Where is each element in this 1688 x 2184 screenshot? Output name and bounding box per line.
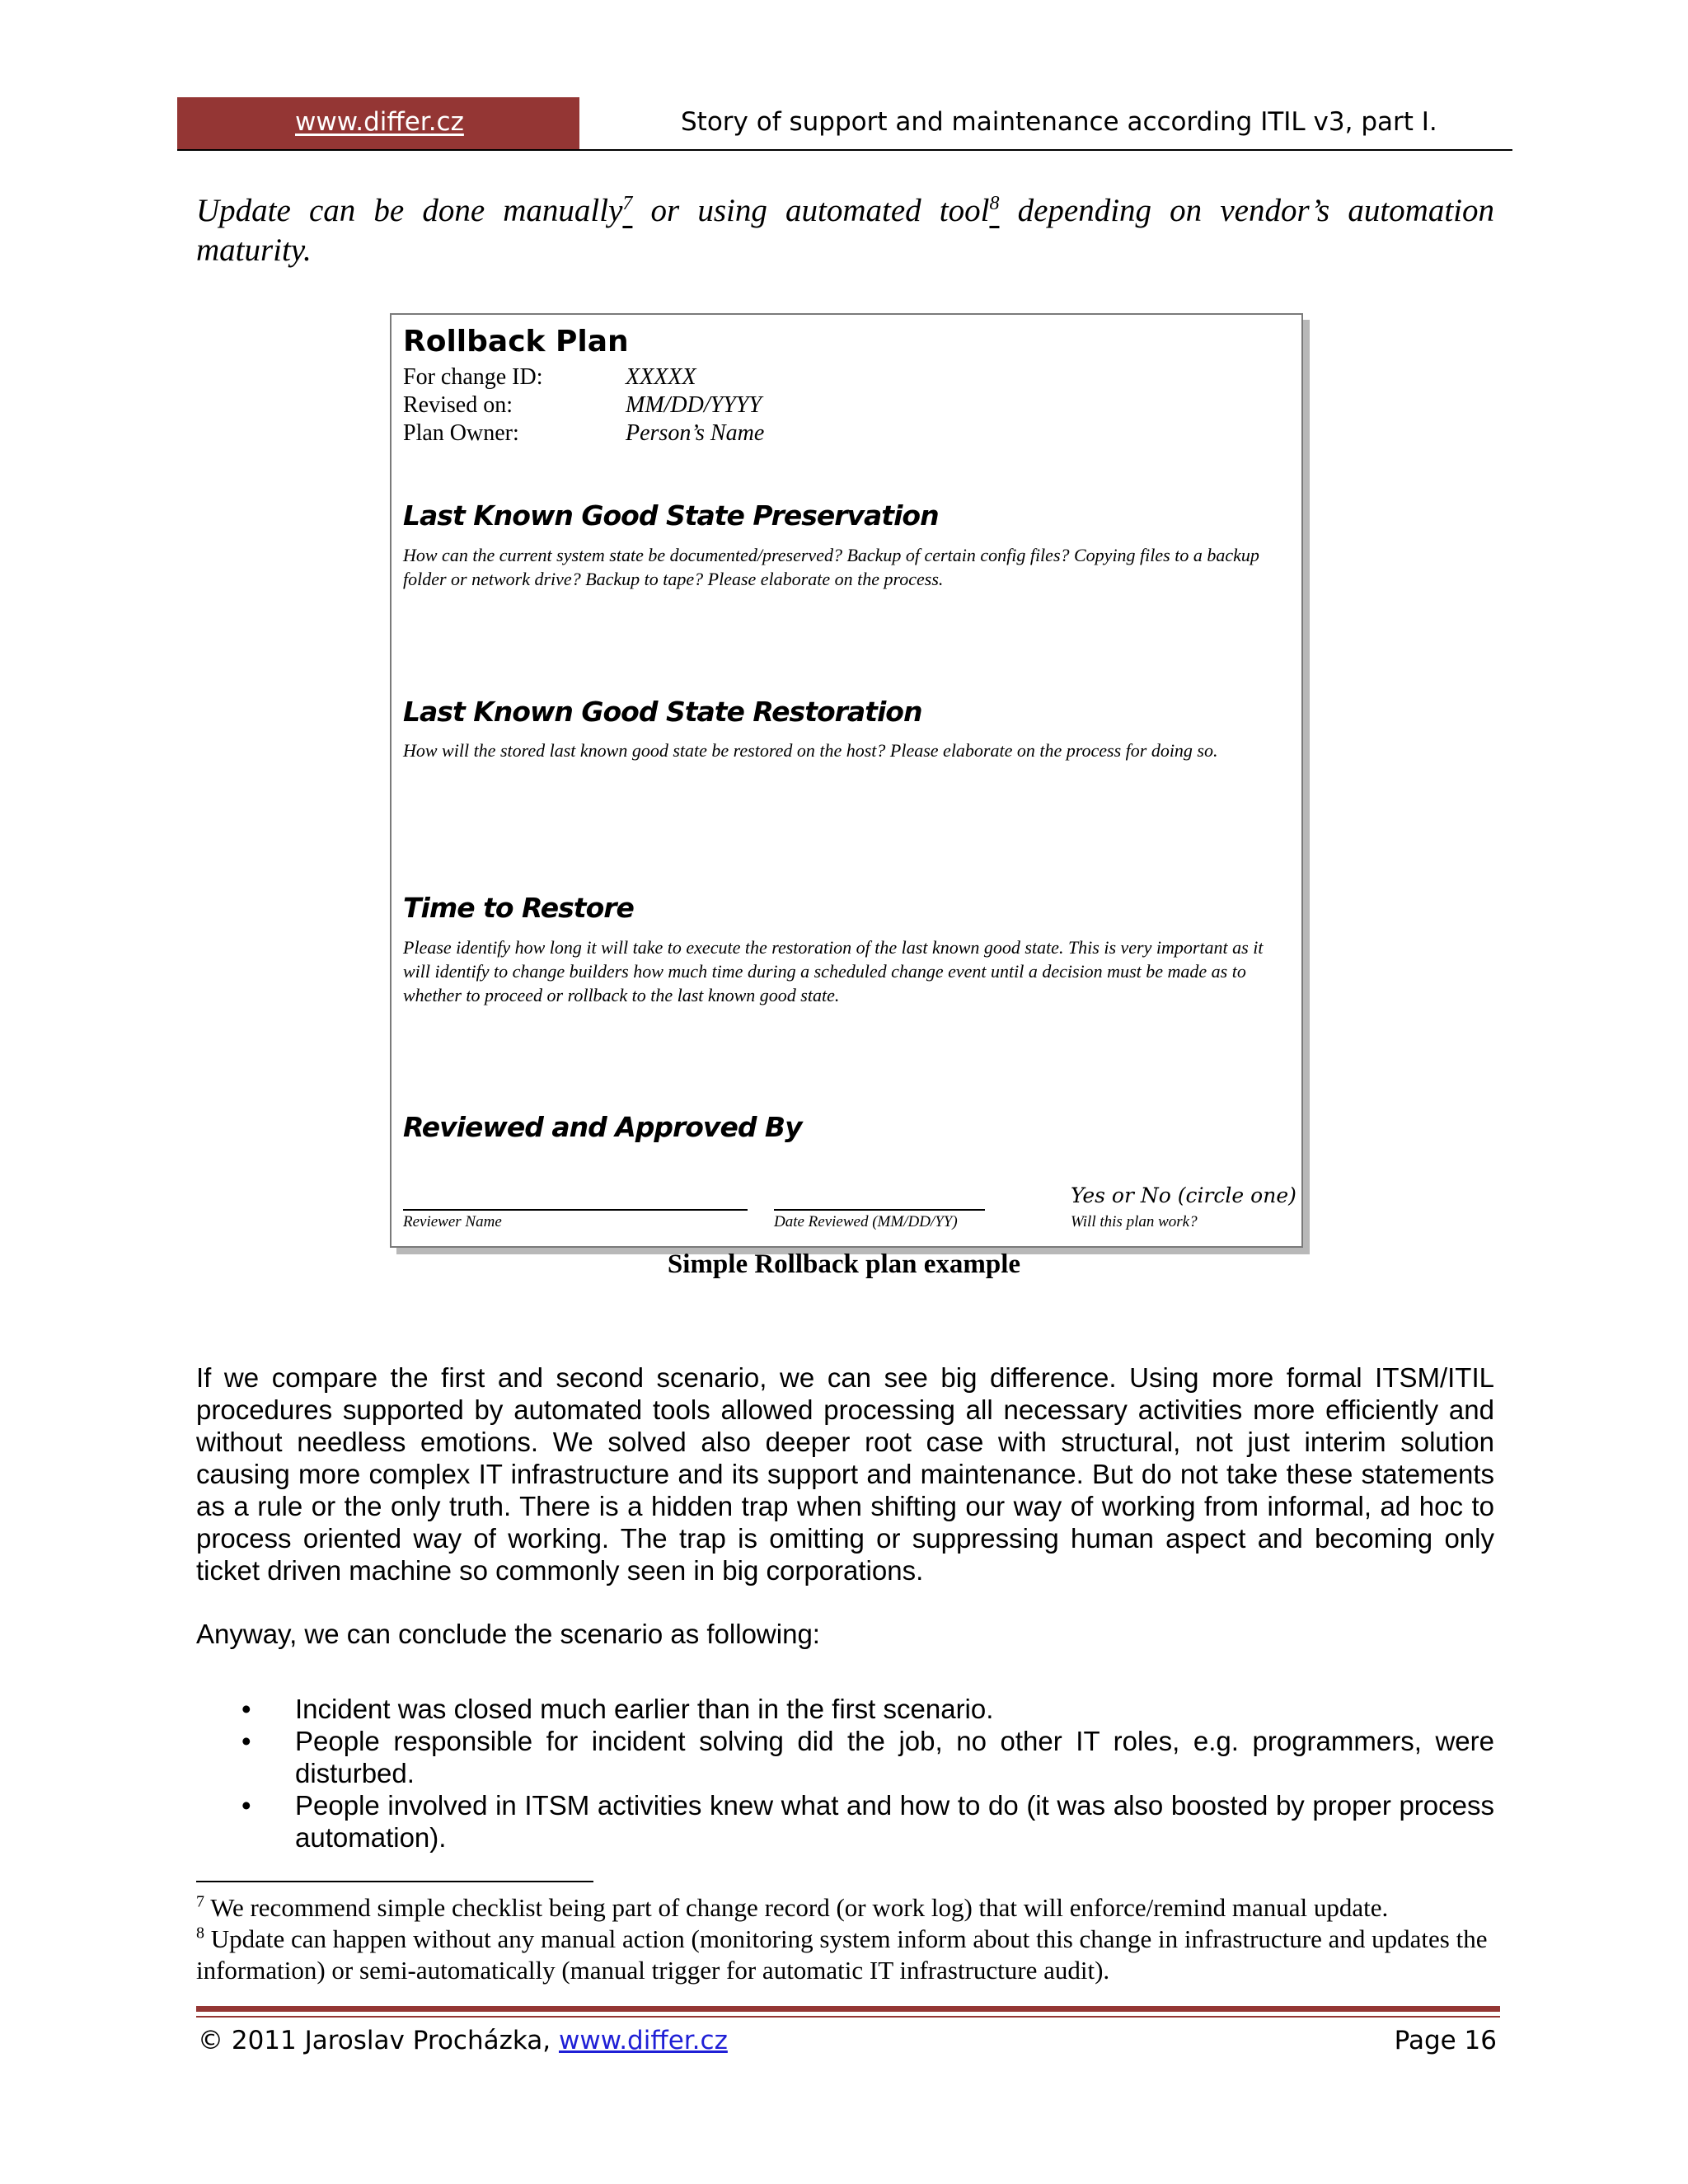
- list-item: [196, 1789, 1494, 1854]
- footnote-ref-7[interactable]: 7: [622, 193, 633, 214]
- intro-text-2: or using automated tool: [632, 193, 990, 228]
- figure-caption: Simple Rollback plan example: [667, 1249, 1021, 1279]
- intro-text-1: Update can be done manually: [196, 193, 623, 228]
- footnote-text: We recommend simple checklist being part of change record (or work log) that will enforce/remind manual update.: [204, 1893, 1389, 1922]
- footnote-text: Update can happen without any manual action (monitoring system inform about this change in infrastructure and updates the information) or semi-automatically (manual trigger for automatic IT infrastructure audit).: [196, 1924, 1488, 1985]
- list-item-text: People responsible for incident solving did the job, no other IT roles, e.g. programmers, were disturbed.: [295, 1726, 1494, 1788]
- footnote-separator: [196, 1881, 593, 1882]
- footer-rule-thin: [196, 2016, 1500, 2018]
- plan-work-question: Will this plan work?: [1071, 1213, 1198, 1230]
- meta-label: Revised on:: [403, 392, 513, 418]
- reviewer-signature-line: [403, 1209, 748, 1211]
- copyright-text: © 2011 Jaroslav Procházka,: [198, 2026, 559, 2055]
- meta-label: Plan Owner:: [403, 420, 519, 446]
- footer-site-link[interactable]: www.differ.cz: [558, 2026, 728, 2055]
- date-reviewed-label: Date Reviewed (MM/DD/YY): [774, 1213, 958, 1230]
- footnote-ref-8[interactable]: 8: [989, 193, 1000, 214]
- header-rule: [177, 149, 1512, 151]
- footnote-8: [196, 1924, 1494, 1986]
- conclusion-lead: Anyway, we can conclude the scenario as following:: [196, 1619, 820, 1649]
- meta-label: For change ID:: [403, 364, 543, 390]
- list-item: [196, 1693, 1494, 1725]
- meta-row-plan-owner: [403, 420, 519, 447]
- intro-paragraph: [196, 191, 1494, 270]
- date-signature-line: [774, 1209, 985, 1211]
- intro-text-3: depending on vendor’s automation maturity.: [196, 193, 1495, 268]
- meta-row-change-id: [403, 364, 543, 391]
- footer-copyright: [198, 2026, 728, 2055]
- reviewer-name-label: Reviewer Name: [403, 1213, 502, 1230]
- section-heading-preservation: Last Known Good State Preservation: [403, 499, 939, 532]
- meta-row-revised-on: [403, 392, 513, 419]
- bullet-icon: •: [241, 1790, 251, 1821]
- section-heading-time-to-restore: Time to Restore: [403, 892, 634, 924]
- page-number: Page 16: [1394, 2026, 1497, 2055]
- footnote-number: 8: [196, 1924, 204, 1943]
- footer-rule-thick: [196, 2006, 1500, 2012]
- section-text-time-to-restore: Please identify how long it will take to execute the restoration of the last known good state. This is very important as it will identify to change builders how much time during a scheduled change event until a decision must be made as to whether to proceed or rollback to the last known good state.: [403, 937, 1264, 1005]
- meta-value-plan-owner: Person’s Name: [626, 420, 765, 446]
- footnote-7: [196, 1892, 1494, 1924]
- section-text-preservation: How can the current system state be documented/preserved? Backup of certain config files? Copying files to a backup folder or network drive? Backup to tape? Please elaborate on the process.: [403, 545, 1259, 589]
- meta-value-revised-on: MM/DD/YYYY: [626, 392, 762, 418]
- section-text-restoration: How will the stored last known good state be restored on the host? Please elaborate on the process for doing so.: [403, 740, 1218, 761]
- bullet-icon: •: [241, 1726, 251, 1756]
- conclusion-list: [196, 1693, 1494, 1854]
- list-item-text: Incident was closed much earlier than in the first scenario.: [295, 1694, 994, 1724]
- bullet-icon: •: [241, 1694, 251, 1724]
- rollback-plan-figure: [390, 313, 1303, 1248]
- footnote-number: 7: [196, 1892, 204, 1911]
- list-item-text: People involved in ITSM activities knew what and how to do (it was also boosted by proper process automation).: [295, 1790, 1494, 1853]
- section-heading-reviewed: Reviewed and Approved By: [403, 1111, 802, 1143]
- header-title: Story of support and maintenance according ITIL v3, part I.: [681, 107, 1437, 137]
- list-item: [196, 1725, 1494, 1789]
- figure-title: Rollback Plan: [403, 325, 629, 359]
- yes-no-prompt: Yes or No (circle one): [1071, 1183, 1296, 1207]
- header-site-link[interactable]: www.differ.cz: [295, 107, 464, 137]
- section-heading-restoration: Last Known Good State Restoration: [403, 696, 922, 728]
- body-paragraph: If we compare the first and second scenario, we can see big difference. Using more formal ITSM/ITIL procedures supported by automated tools allowed processing all necessary activities more efficiently and without needless emotions. We solved also deeper root case with structural, not just interim solution causing more complex IT infrastructure and its support and maintenance. But do not take these statements as a rule or the only truth. There is a hidden trap when shifting our way of working from informal, ad hoc to process oriented way of working. The trap is omitting or suppressing human aspect and becoming only ticket driven machine so commonly seen in big corporations.: [196, 1362, 1494, 1586]
- meta-value-change-id: XXXXX: [626, 364, 696, 390]
